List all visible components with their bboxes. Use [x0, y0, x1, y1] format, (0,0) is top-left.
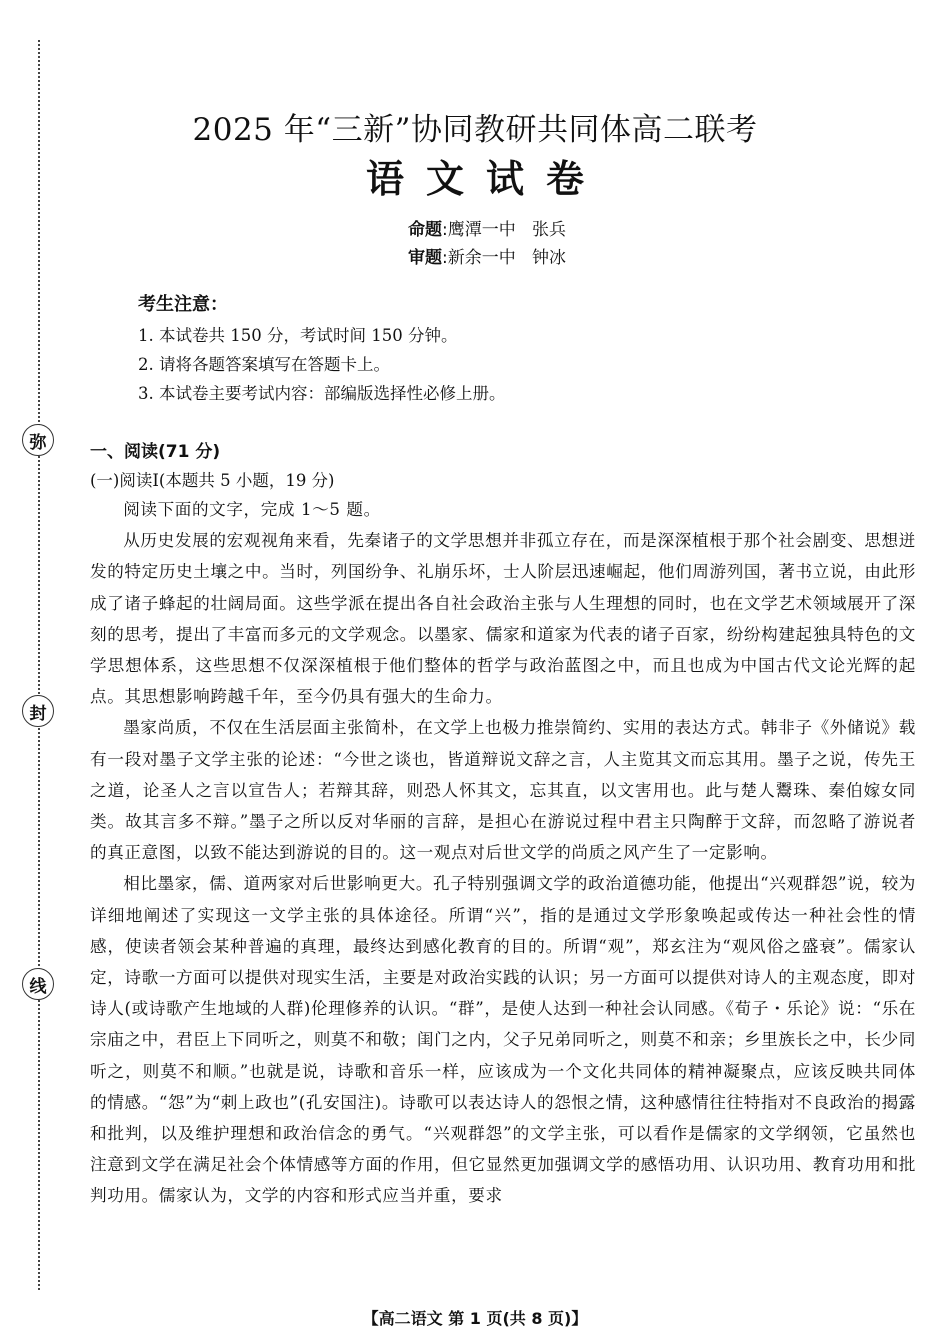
section-heading: 一、阅读(71 分) [90, 442, 221, 462]
binding-mark-seal: 弥 [22, 424, 54, 456]
reviewer-credit: 审题:新余一中 钟冰 [408, 248, 566, 268]
page-footer: 【高二语文 第 1 页(共 8 页)】 [362, 1309, 588, 1328]
notice-title: 考生注意： [138, 294, 228, 315]
binding-dotted-line [38, 40, 40, 1290]
reviewer-name: 新余一中 钟冰 [447, 248, 566, 268]
passage-paragraph: 相比墨家，儒、道两家对后世影响更大。孔子特别强调文学的政治道德功能，他提出“兴观群怨”说，较为详细地阐述了实现这一文学主张的具体途径。所谓“兴”，指的是通过文学形象唤起或传达一种社会性的情感，使读者领会某种普遍的真理，最终达到感化教育的目的。所谓“观”，郑玄注为“观风俗之盛衰”。儒家认定，诗歌一方面可以提供对现实生活，主要是对政治实践的认识；另一方面可以提供对诗人的主观态度，即对诗人(或诗歌产生地域的人群)伦理修养的认识。“群”，是使人达到一种社会认同感。《荀子・乐论》说：“乐在宗庙之中，君臣上下同听之，则莫不和敬；闺门之内，父子兄弟同听之，则莫不和亲；乡里族长之中，长少同听之，则莫不和顺。”也就是说，诗歌和音乐一样，应该成为一个文化共同体的精神凝聚点，应该反映共同体的情感。“怨”为“刺上政也”(孔安国注)。诗歌可以表达诗人的怨恨之情，这种感情往往特指对不良政治的揭露和批判，以及维护理想和政治信念的勇气。“兴观群怨”的文学主张，可以看作是儒家的文学纲领，它虽然也注意到文学在满足社会个体情感等方面的作用，但它显然更加强调文学的感悟功用、认识功用、教育功用和批判功用。儒家认为，文学的内容和形式应当并重，要求 [90, 874, 916, 1206]
exam-subject: 语文试卷 [365, 157, 606, 201]
binding-mark-line: 线 [22, 968, 54, 1000]
reviewer-label: 审题 [408, 248, 442, 268]
passage-paragraph: 墨家尚质，不仅在生活层面主张简朴，在文学上也极力推崇简约、实用的表达方式。韩非子《外储说》载有一段对墨子文学主张的论述：“今世之谈也，皆道辩说文辞之言，人主览其文而忘其用。墨子之说，传先王之道，论圣人之言以宣告人；若辩其辞，则恐人怀其文，忘其直，以文害用也。此与楚人鬻珠、秦伯嫁女同类。故其言多不辩。”墨子之所以反对华丽的言辞，是担心在游说过程中君主只陶醉于文辞，而忽略了游说者的真正意图，以致不能达到游说的目的。这一观点对后世文学的尚质之风产生了一定影响。 [90, 718, 916, 863]
subsection-heading: (一)阅读Ⅰ(本题共 5 小题，19 分) [90, 471, 335, 490]
setter-credit: 命题:鹰潭一中 张兵 [408, 220, 566, 240]
notice-item: 1. 本试卷共 150 分，考试时间 150 分钟。 [138, 326, 458, 345]
setter-label: 命题 [408, 220, 442, 240]
setter-name: 鹰潭一中 张兵 [447, 220, 566, 240]
candidate-notice [138, 290, 506, 408]
credits [408, 216, 566, 272]
reading-passage [90, 494, 916, 1212]
binding-mark-seal: 封 [22, 695, 54, 727]
notice-item: 3. 本试卷主要考试内容：部编版选择性必修上册。 [138, 384, 506, 403]
exam-title: 2025 年“三新”协同教研共同体高二联考 [192, 112, 758, 148]
notice-item: 2. 请将各题答案填写在答题卡上。 [138, 355, 390, 374]
passage-paragraph: 从历史发展的宏观视角来看，先秦诸子的文学思想并非孤立存在，而是深深植根于那个社会剧变、思想迸发的特定历史土壤之中。当时，列国纷争、礼崩乐坏，士人阶层迅速崛起，他们周游列国，著书立说，由此形成了诸子蜂起的壮阔局面。这些学派在提出各自社会政治主张与人生理想的同时，也在文学艺术领域展开了深刻的思考，提出了丰富而多元的文学观念。以墨家、儒家和道家为代表的诸子百家，纷纷构建起独具特色的文学思想体系，这些思想不仅深深植根于他们整体的哲学与政治蓝图之中，而且也成为中国古代文论光辉的起点。其思想影响跨越千年，至今仍具有强大的生命力。 [90, 531, 916, 707]
reading-instruction: 阅读下面的文字，完成 1～5 题。 [123, 500, 381, 519]
